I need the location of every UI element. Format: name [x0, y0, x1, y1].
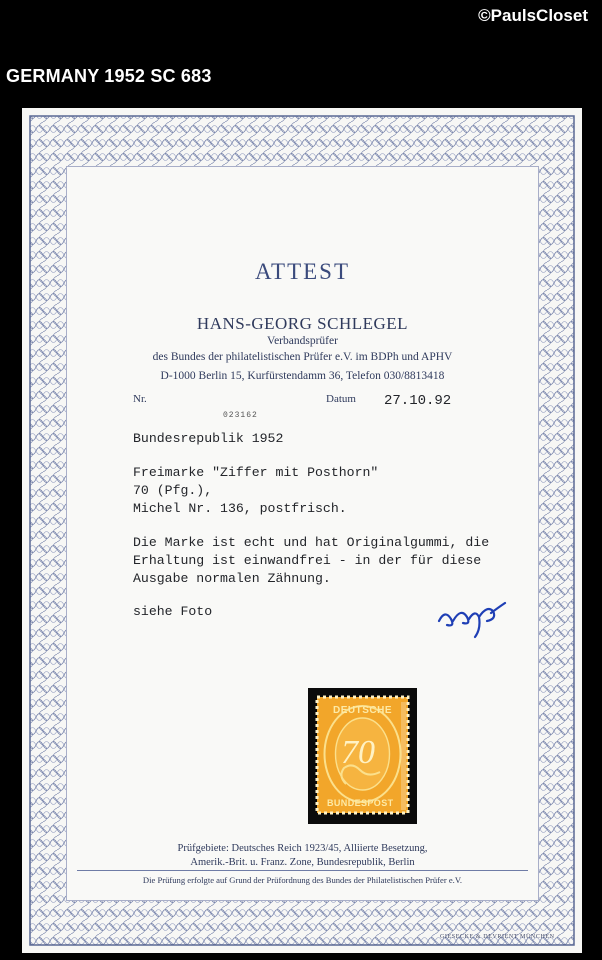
examiner-role: Verbandsprüfer	[267, 335, 338, 347]
pruefgebiete-line-2: Amerik.-Brit. u. Franz. Zone, Bundesrepublik, Berlin	[190, 857, 415, 868]
certificate-body	[66, 166, 539, 901]
copyright-text: ©PaulsCloset	[478, 6, 588, 25]
address-line: D-1000 Berlin 15, Kurfürstendamm 36, Telefon 030/8813418	[160, 370, 445, 382]
pruefgebiete-line-1: Prüfgebiete: Deutsches Reich 1923/45, Alliierte Besetzung,	[177, 843, 428, 854]
stamp-top-text: DEUTSCHE	[333, 705, 393, 716]
body-line-6: Erhaltung ist einwandfrei - in der für diese	[133, 553, 482, 568]
association-line: des Bundes der philatelistischen Prüfer e.V. im BDPh und APHV	[152, 351, 453, 363]
listing-title: GERMANY 1952 SC 683	[6, 66, 212, 86]
datum-label: Datum	[326, 393, 356, 405]
certificate	[22, 108, 582, 953]
datum-value: 27.10.92	[384, 393, 452, 409]
footer-divider	[77, 870, 528, 871]
nr-value: 023162	[223, 411, 258, 420]
certificate-heading: ATTEST	[254, 259, 351, 284]
stamp-value: 70	[341, 734, 375, 771]
body-line-1: Bundesrepublik 1952	[133, 431, 284, 446]
printer-imprint: GIESECKE & DEVRIENT MÜNCHEN	[440, 934, 555, 940]
stamp-bottom-text: BUNDESPOST	[327, 798, 394, 808]
body-line-3: 70 (Pfg.),	[133, 483, 213, 498]
signature-mark	[435, 599, 511, 641]
nr-label: Nr.	[133, 393, 147, 405]
stamp-photo	[308, 688, 417, 824]
pruefordnung-line: Die Prüfung erfolgte auf Grund der Prüfordnung des Bundes der Philatelistischen Prüfer e.V.	[142, 875, 463, 885]
examiner-name: HANS-GEORG SCHLEGEL	[196, 314, 409, 333]
body-line-7: Ausgabe normalen Zähnung.	[133, 571, 331, 586]
body-line-5: Die Marke ist echt und hat Originalgummi, die	[133, 535, 490, 550]
body-line-2: Freimarke "Ziffer mit Posthorn"	[133, 465, 379, 480]
body-line-4: Michel Nr. 136, postfrisch.	[133, 501, 347, 516]
body-line-8: siehe Foto	[133, 604, 213, 619]
